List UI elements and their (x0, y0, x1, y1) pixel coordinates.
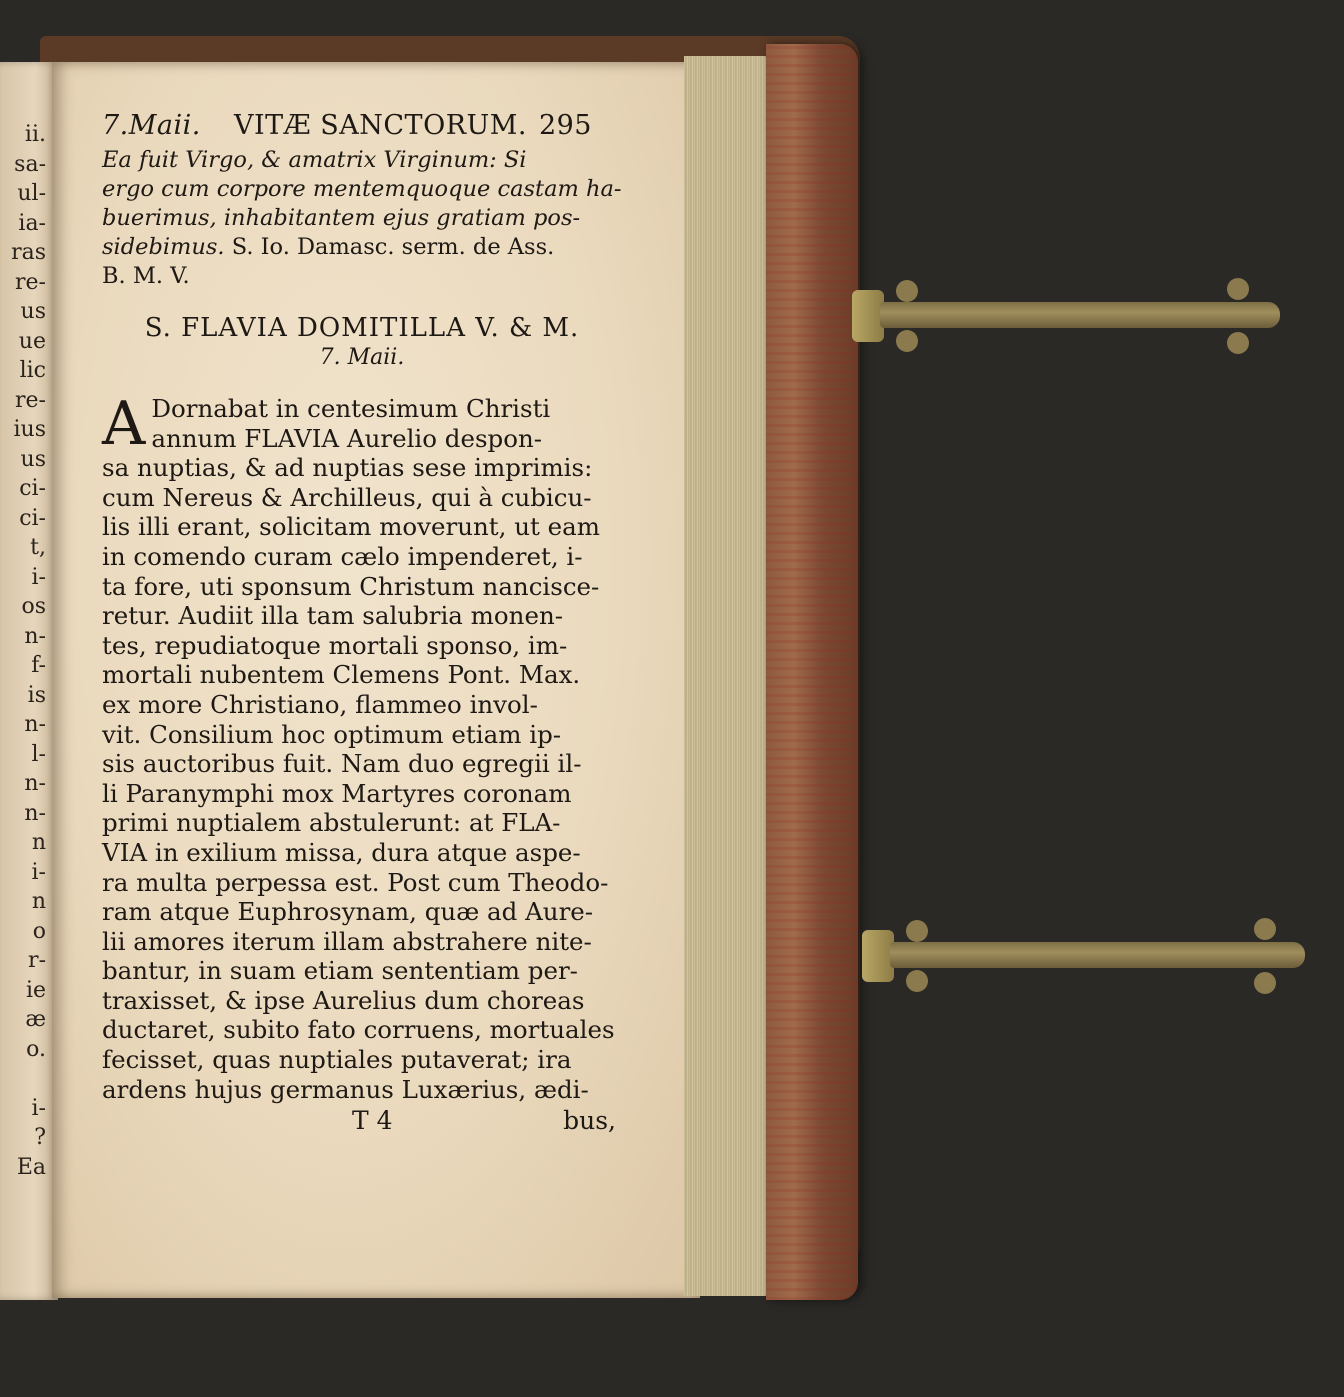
drop-cap: A (102, 389, 146, 459)
left-page-fragment: re- (15, 387, 46, 413)
epigraph-citation-end: B. M. V. (102, 263, 190, 289)
left-page-fragment: is (27, 682, 46, 708)
left-page-fragment: ci- (19, 476, 46, 501)
left-page-fragment: n (31, 830, 46, 855)
body-line: bantur, in suam etiam sententiam per- (102, 956, 578, 986)
left-page-fragment: ue (18, 328, 46, 354)
body-line: cum Nereus & Archilleus, qui à cubicu- (102, 482, 592, 512)
body-lines (102, 389, 622, 1104)
running-head (102, 110, 622, 146)
body-line: ardens hujus germanus Luxærius, ædi- (102, 1074, 589, 1104)
body-line: sis auctoribus fuit. Nam duo egregii il- (102, 749, 582, 779)
left-page-fragment: us (20, 446, 46, 472)
body-line: in comendo curam cælo impenderet, i- (102, 541, 583, 571)
left-page-fragment: sa- (14, 151, 46, 177)
left-page-fragment: n (31, 889, 46, 914)
lower-clasp-knob (906, 920, 928, 942)
left-page-text-fragments (0, 62, 46, 1182)
body-line: Dornabat in centesimum Christi (151, 394, 551, 423)
left-page-fragment: ie (25, 977, 46, 1003)
signature-mark: T 4 (352, 1106, 393, 1136)
lower-clasp-bar (890, 942, 1305, 968)
upper-clasp-knob (1227, 332, 1249, 354)
body-line: retur. Audiit illa tam salubria monen- (102, 601, 564, 631)
upper-clasp-knob (1227, 278, 1249, 300)
left-page-fragment: o (32, 918, 46, 944)
left-page-fragment: us (20, 299, 46, 324)
left-page-fragment: ul- (17, 181, 46, 206)
left-page-fragment: ia- (18, 210, 46, 236)
page-number: 295 (538, 110, 592, 141)
running-head-title: VITÆ SANCTORUM. (234, 110, 528, 141)
body-line: lis illi erant, solicitam moverunt, ut eam (102, 512, 600, 542)
left-page-fragment: n- (24, 712, 46, 737)
upper-clasp-knob (896, 280, 918, 302)
lower-clasp-knob (1254, 918, 1276, 940)
body-line: lii amores iterum illam abstrahere nite- (102, 926, 592, 956)
left-page-fragment: l- (31, 741, 46, 767)
running-head-date: 7.Maii. (102, 110, 201, 141)
body-line: primi nuptialem abstulerunt: at FLA- (102, 808, 561, 838)
left-page-fragment: æ (25, 1007, 46, 1032)
left-page-fragment: ii. (24, 122, 46, 147)
left-page-fragment (0, 1064, 46, 1094)
body-line: mortali nubentem Clemens Pont. Max. (102, 660, 581, 690)
page-footer (102, 1106, 622, 1140)
epigraph-line: ergo cum corpore mentemquoque castam ha- (102, 176, 622, 202)
upper-clasp (852, 290, 1282, 342)
cover-fore-edge (766, 44, 858, 1300)
left-page-fragment: r- (28, 948, 46, 973)
page-edges (684, 56, 770, 1296)
left-page-fragment: re- (15, 269, 46, 295)
left-page-fragment: ras (11, 240, 46, 265)
left-page-fragment: i- (31, 1095, 46, 1121)
body-line: VIA in exilium missa, dura atque aspe- (102, 837, 581, 867)
epigraph-line (102, 233, 622, 262)
body-line: ra multa perpessa est. Post cum Theodo- (102, 867, 609, 897)
epigraph-line: buerimus, inhabitantem ejus gratiam pos- (102, 205, 581, 231)
body-line: vit. Consilium hoc optimum etiam ip- (102, 719, 562, 749)
epigraph-line: Ea fuit Virgo, & amatrix Virginum: Si (102, 147, 527, 173)
left-page-fragment: n- (24, 623, 46, 649)
body-line: annum FLAVIA Aurelio despon- (151, 423, 543, 453)
body-line: ductaret, subito fato corruens, mortuales (102, 1015, 615, 1045)
left-page-fragment: n- (24, 771, 46, 796)
catchword: bus, (563, 1106, 616, 1136)
left-page-fragment: n- (24, 800, 46, 826)
epigraph-line-italic: sidebimus. (102, 234, 225, 260)
left-page-fragment: os (21, 594, 46, 619)
body-line: ex more Christiano, flammeo invol- (102, 689, 538, 719)
body-line: li Paranymphi mox Martyres coronam (102, 778, 572, 808)
saint-date: 7. Maii. (319, 345, 405, 370)
saint-title: S. FLAVIA DOMITILLA V. & M. (144, 313, 580, 343)
lower-clasp-knob (906, 970, 928, 992)
left-page-fragment: t, (30, 535, 46, 560)
left-page-fragment: i- (31, 564, 46, 590)
left-page-fragment: i- (31, 859, 46, 885)
epigraph-citation: S. Io. Damasc. serm. de Ass. (224, 234, 555, 260)
left-page-fragment: f- (31, 653, 46, 678)
left-page-fragment: lic (19, 358, 46, 383)
body-line: fecisset, quas nuptiales putaverat; ira (102, 1045, 572, 1075)
left-page-fragment: o. (26, 1036, 46, 1062)
left-page-fragment: ? (34, 1125, 46, 1150)
body-line: sa nuptias, & ad nuptias sese imprimis: (102, 453, 593, 483)
lower-clasp-knob (1254, 972, 1276, 994)
left-page-fragment: ci- (19, 505, 46, 531)
page-text (102, 110, 622, 1140)
body-line: traxisset, & ipse Aurelius dum choreas (102, 985, 585, 1015)
upper-clasp-knob (896, 330, 918, 352)
left-page-fragment: Ea (16, 1154, 46, 1180)
left-page-fragment: ius (13, 417, 46, 442)
body-line: ta fore, uti sponsum Christum nancisce- (102, 571, 600, 601)
lower-clasp (862, 930, 1307, 982)
body-text (102, 389, 622, 1104)
body-line: tes, repudiatoque mortali sponso, im- (102, 630, 568, 660)
upper-clasp-bar (880, 302, 1280, 328)
body-line: ram atque Euphrosynam, quæ ad Aure- (102, 897, 594, 927)
epigraph (102, 146, 622, 291)
